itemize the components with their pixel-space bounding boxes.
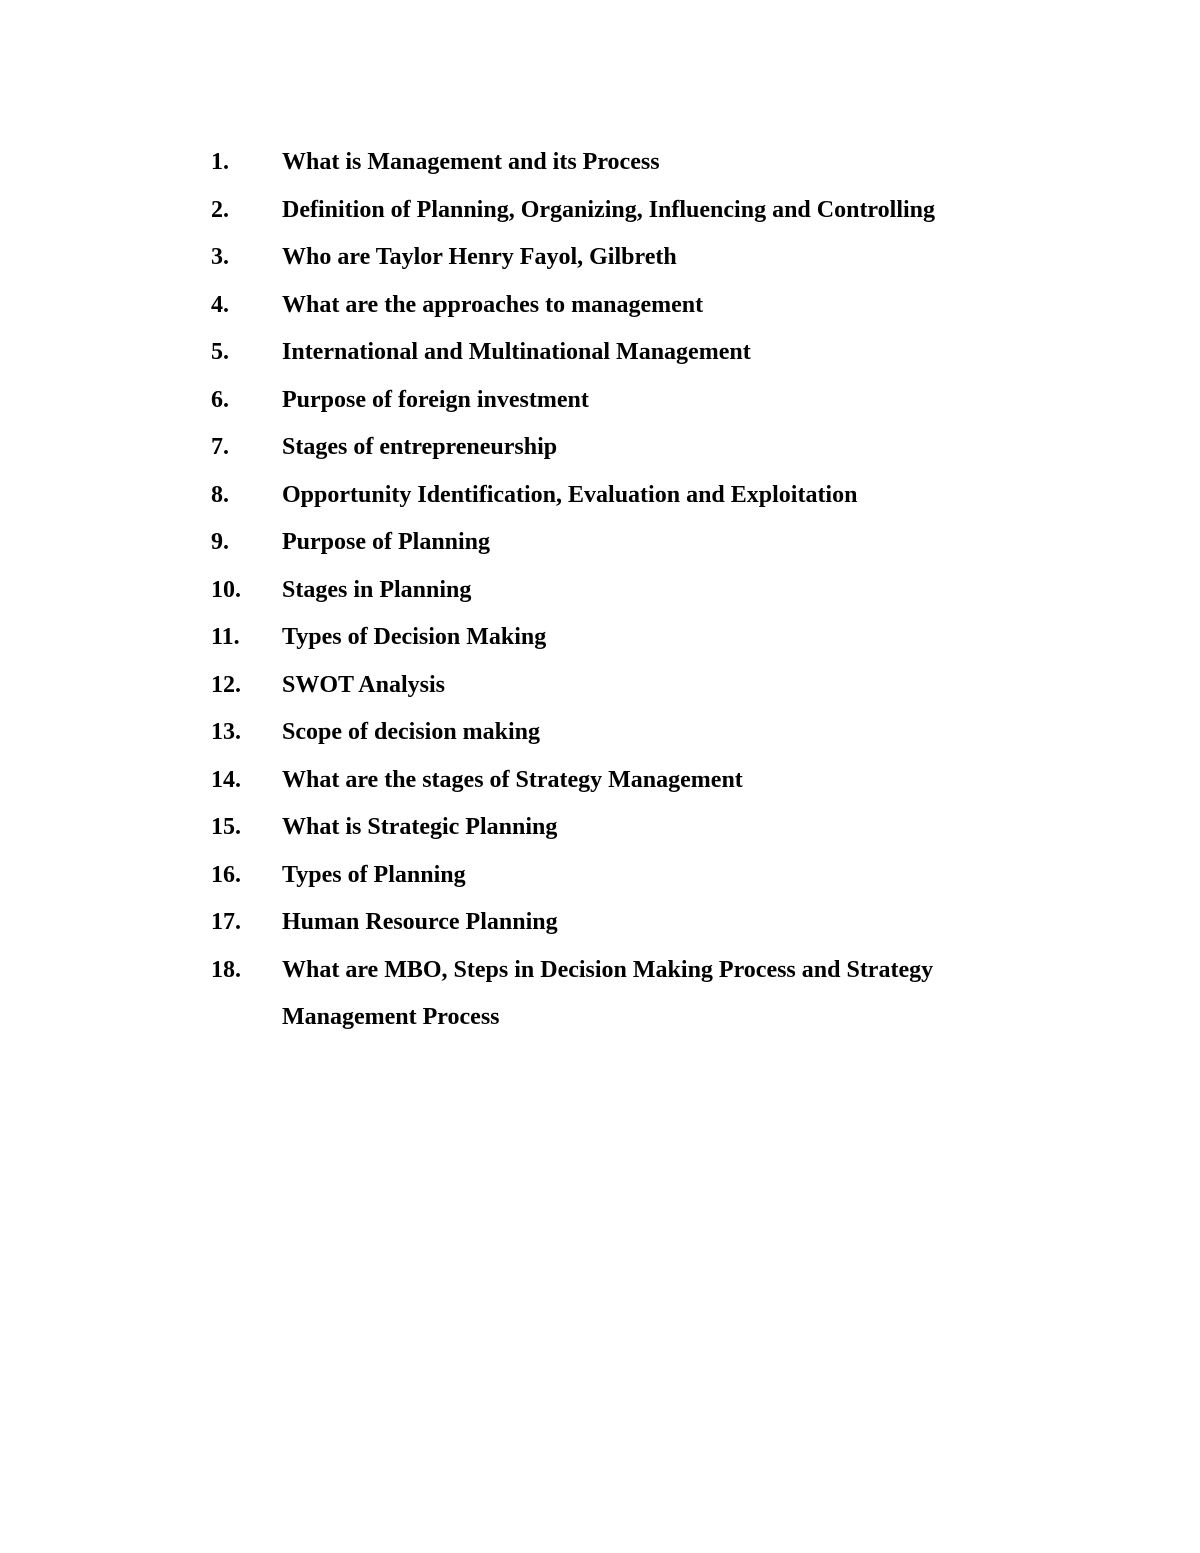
topic-item — [211, 614, 971, 662]
topic-item — [211, 139, 971, 187]
topic-text: Scope of decision making — [282, 719, 541, 745]
topic-item — [211, 329, 971, 377]
topic-text: Types of Decision Making — [282, 624, 547, 650]
topic-text: Definition of Planning, Organizing, Influencing and Controlling — [282, 196, 936, 223]
topic-number: 8. — [211, 481, 229, 508]
topic-text: Who are Taylor Henry Fayol, Gilbreth — [282, 244, 677, 270]
topic-number: 12. — [211, 671, 241, 698]
topic-item — [211, 377, 971, 425]
topic-text: Types of Planning — [282, 861, 466, 888]
topic-item — [211, 282, 971, 330]
topic-item — [211, 852, 971, 900]
topic-text: Purpose of Planning — [282, 529, 491, 555]
topic-text: Opportunity Identification, Evaluation and Exploitation — [282, 481, 858, 508]
topic-item — [211, 519, 971, 567]
topic-number: 18. — [211, 956, 241, 983]
topic-text: What are the stages of Strategy Management — [282, 766, 743, 793]
topic-text: What are MBO, Steps in Decision Making Process and Strategy Management Process — [282, 956, 934, 1030]
topic-number: 14. — [211, 766, 241, 793]
topic-number: 7. — [211, 434, 229, 460]
topic-item — [211, 804, 971, 852]
topic-number: 11. — [211, 624, 240, 650]
topic-text: Stages of entrepreneurship — [282, 434, 558, 460]
topic-text: SWOT Analysis — [282, 671, 445, 698]
topic-number: 15. — [211, 814, 241, 840]
topic-number: 17. — [211, 909, 241, 935]
topic-item — [211, 472, 971, 520]
topic-text: What is Management and its Process — [282, 149, 660, 175]
topic-item — [211, 424, 971, 472]
topic-number: 13. — [211, 719, 241, 745]
topic-number: 6. — [211, 386, 229, 413]
topic-text: Stages in Planning — [282, 576, 472, 603]
topic-item — [211, 899, 971, 947]
topic-number: 3. — [211, 244, 229, 270]
topic-text: International and Multinational Management — [282, 339, 751, 365]
topic-item — [211, 947, 971, 1042]
topic-number: 16. — [211, 861, 241, 888]
topic-item — [211, 709, 971, 757]
topic-number: 9. — [211, 529, 229, 555]
topic-number: 5. — [211, 339, 229, 365]
topic-item — [211, 662, 971, 710]
topic-text: What is Strategic Planning — [282, 814, 558, 840]
topic-number: 1. — [211, 149, 229, 175]
topic-text: What are the approaches to management — [282, 291, 704, 318]
topic-text: Purpose of foreign investment — [282, 386, 589, 413]
topic-item — [211, 234, 971, 282]
topic-item — [211, 187, 971, 235]
topic-list — [211, 139, 971, 1042]
topic-number: 2. — [211, 196, 229, 223]
topic-item — [211, 567, 971, 615]
topic-item — [211, 757, 971, 805]
topic-text: Human Resource Planning — [282, 909, 558, 935]
topic-number: 4. — [211, 291, 229, 318]
topic-number: 10. — [211, 576, 241, 603]
